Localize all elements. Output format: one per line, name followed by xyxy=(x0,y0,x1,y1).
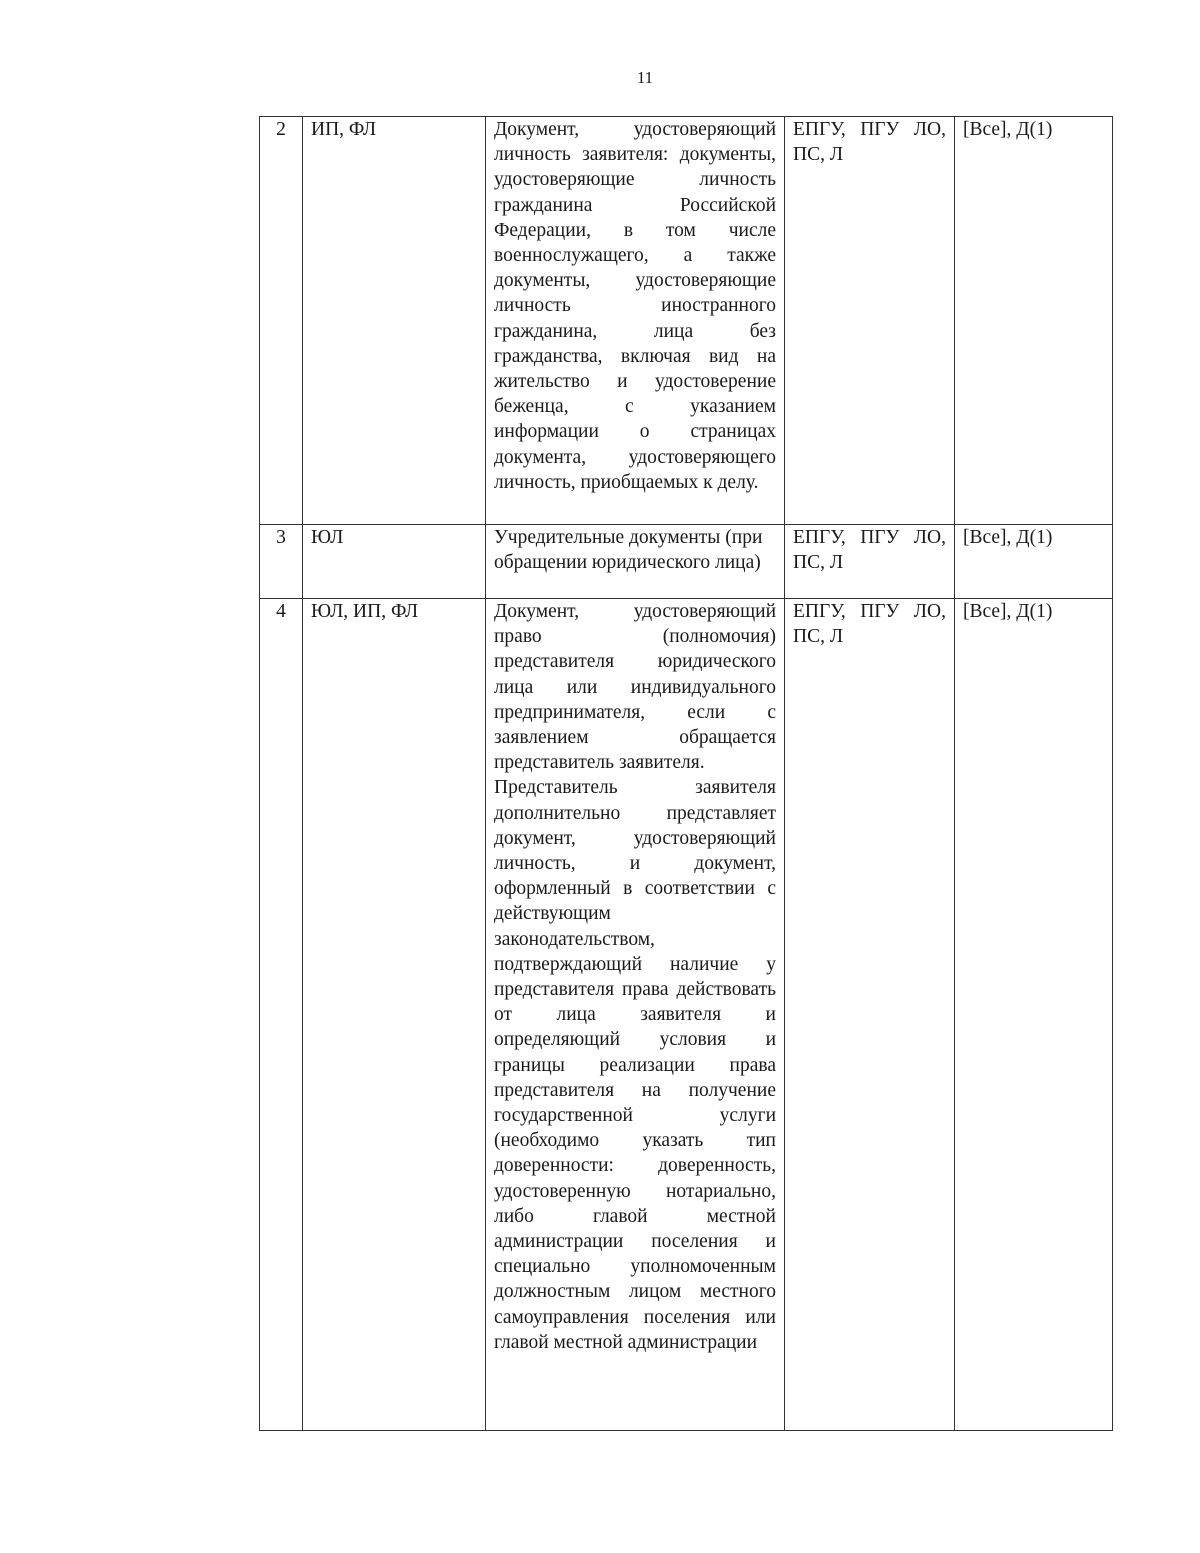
category: [Все], Д(1) xyxy=(955,117,1113,525)
documents-table xyxy=(259,116,1113,1431)
table-row xyxy=(260,599,1113,1431)
submission-channels: ЕПГУ, ПГУ ЛО, ПС, Л xyxy=(785,599,955,1431)
document-description xyxy=(486,599,785,1431)
row-number: 4 xyxy=(260,599,303,1431)
applicant-type: ЮЛ xyxy=(303,525,486,599)
table-row xyxy=(260,117,1113,525)
submission-channels: ЕПГУ, ПГУ ЛО, ПС, Л xyxy=(785,525,955,599)
document-description: Документ, удостоверяющий личность заявителя: документы, удостоверяющие личность гражданина Российской Федерации, в том числе военнослужащего, а также документы, удостоверяющие личность иностранного гражданина, лица без гражданства, включая вид на жительство и удостоверение беженца, с указанием информации о страницах документа, удостоверяющего личность, приобщаемых к делу. xyxy=(486,117,785,525)
row-number: 3 xyxy=(260,525,303,599)
row-number: 2 xyxy=(260,117,303,525)
page-number: 11 xyxy=(636,68,654,87)
applicant-type: ИП, ФЛ xyxy=(303,117,486,525)
category: [Все], Д(1) xyxy=(955,599,1113,1431)
table-row xyxy=(260,525,1113,599)
document-paragraph: Документ, удостоверяющий право (полномочия) представителя юридического лица или индивидуального предпринимателя, если с заявлением обращается представитель заявителя. xyxy=(494,601,776,774)
document-paragraph: Представитель заявителя дополнительно представляет документ, удостоверяющий личность, и документ, оформленный в соответствии с действующим законодательством, подтверждающий наличие у представителя права действовать от лица заявителя и определяющий условия и границы реализации права представителя на получение государственной услуги (необходимо указать тип доверенности: доверенность, удостоверенную нотариально, либо главой местной администрации поселения и специально уполномоченным должностным лицом местного самоуправления поселения или главой местной администрации xyxy=(494,777,776,1353)
category: [Все], Д(1) xyxy=(955,525,1113,599)
document-description: Учредительные документы (при обращении юридического лица) xyxy=(486,525,785,599)
applicant-type: ЮЛ, ИП, ФЛ xyxy=(303,599,486,1431)
submission-channels: ЕПГУ, ПГУ ЛО, ПС, Л xyxy=(785,117,955,525)
